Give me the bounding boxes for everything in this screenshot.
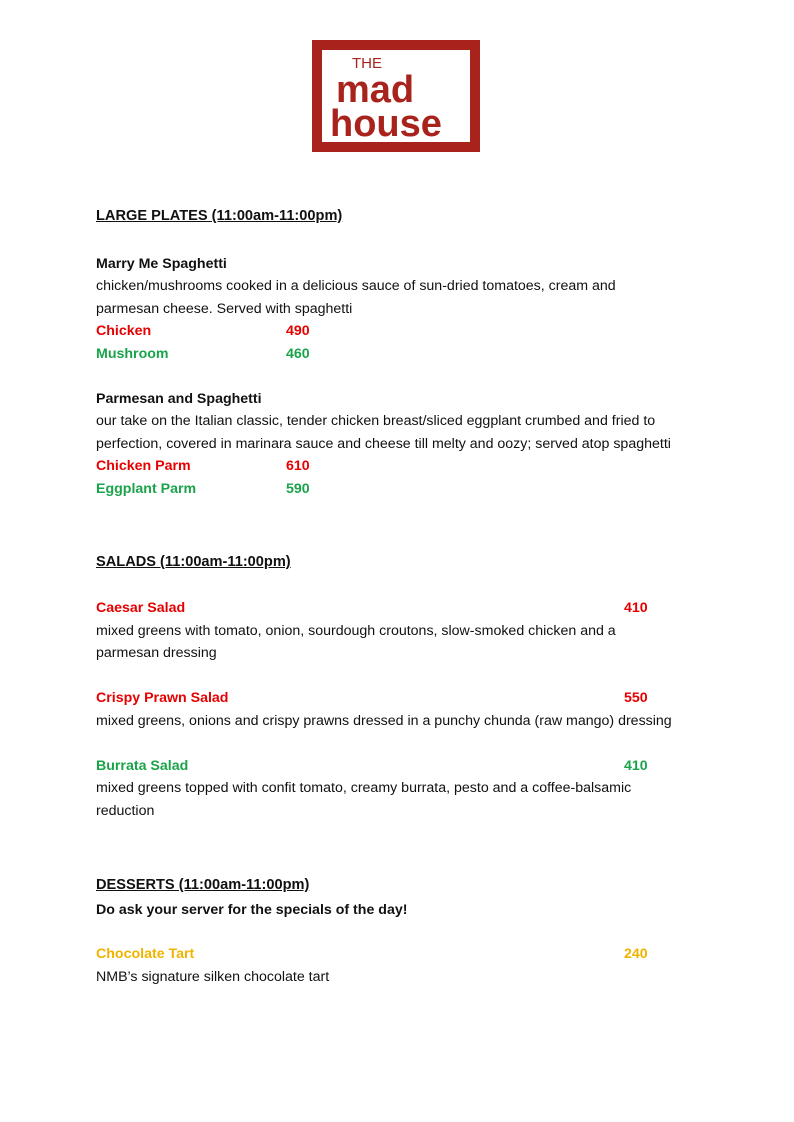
logo-house-text: house [330, 103, 442, 145]
dish-price: 550 [624, 690, 648, 706]
dish-description: parmesan cheese. Served with spaghetti [96, 301, 353, 317]
dish-name: Marry Me Spaghetti [96, 256, 227, 272]
section-title-salads: SALADS (11:00am-11:00pm) [96, 554, 291, 570]
desserts-note: Do ask your server for the specials of the day! [96, 902, 408, 918]
variant-price: 610 [286, 458, 310, 474]
variant-label: Mushroom [96, 346, 169, 362]
variant-row [96, 322, 396, 340]
variant-label: Eggplant Parm [96, 481, 197, 497]
dish-name: Caesar Salad [96, 600, 186, 616]
section-title-large-plates: LARGE PLATES (11:00am-11:00pm) [96, 208, 343, 224]
variant-price: 490 [286, 323, 310, 339]
mad-house-logo [312, 40, 480, 152]
variant-row [96, 457, 396, 475]
section-title-desserts: DESSERTS (11:00am-11:00pm) [96, 877, 310, 893]
dish-description: mixed greens, onions and crispy prawns dressed in a punchy chunda (raw mango) dressing [96, 713, 672, 729]
dish-description: NMB’s signature silken chocolate tart [96, 969, 330, 985]
variant-price: 590 [286, 481, 310, 497]
dish-description: parmesan dressing [96, 645, 217, 661]
dish-name: Burrata Salad [96, 758, 189, 774]
dish-name: Crispy Prawn Salad [96, 690, 229, 706]
dish-price: 410 [624, 758, 648, 774]
dish-description: our take on the Italian classic, tender chicken breast/sliced eggplant crumbed and fried to [96, 413, 656, 429]
dish-price: 410 [624, 600, 648, 616]
dish-name: Parmesan and Spaghetti [96, 391, 262, 407]
dish-name: Chocolate Tart [96, 946, 195, 962]
variant-row [96, 345, 396, 363]
salad-row [96, 689, 696, 707]
dish-description: perfection, covered in marinara sauce and cheese till melty and oozy; served atop spaghetti [96, 436, 671, 452]
salad-row [96, 757, 696, 775]
logo-mad-text: mad [336, 69, 415, 111]
variant-label: Chicken [96, 323, 152, 339]
variant-label: Chicken Parm [96, 458, 191, 474]
salad-row [96, 599, 696, 617]
dessert-row [96, 945, 696, 963]
dish-description: mixed greens topped with confit tomato, creamy burrata, pesto and a coffee-balsamic [96, 780, 632, 796]
dish-description: mixed greens with tomato, onion, sourdough croutons, slow-smoked chicken and a [96, 623, 616, 639]
logo-the-text: THE [352, 55, 382, 72]
variant-price: 460 [286, 346, 310, 362]
dish-description: reduction [96, 803, 155, 819]
dish-description: chicken/mushrooms cooked in a delicious sauce of sun-dried tomatoes, cream and [96, 278, 616, 294]
variant-row [96, 480, 396, 498]
dish-price: 240 [624, 946, 648, 962]
